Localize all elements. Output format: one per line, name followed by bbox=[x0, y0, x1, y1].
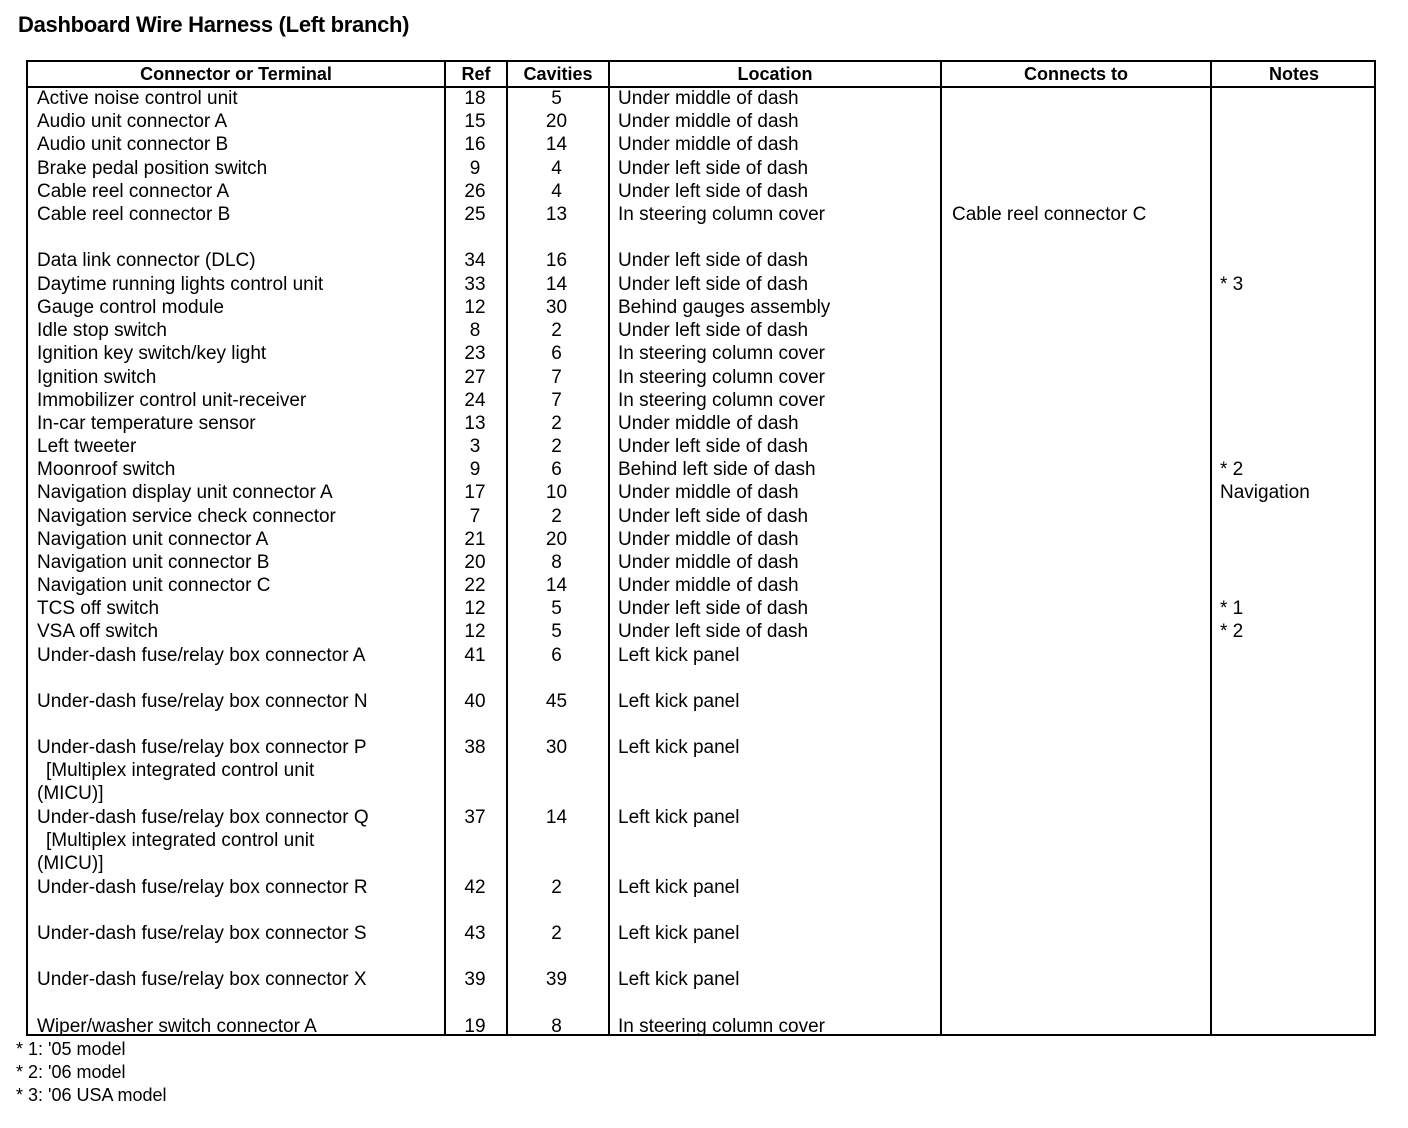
cell-location: Left kick panel bbox=[618, 969, 740, 990]
cell-connector: Idle stop switch bbox=[37, 320, 167, 341]
cell-ref: 25 bbox=[464, 204, 486, 225]
cell-ref: 15 bbox=[464, 111, 486, 132]
cell-location: Left kick panel bbox=[618, 807, 740, 828]
cell-cavities: 8 bbox=[551, 1016, 562, 1037]
cell-cavities: 6 bbox=[551, 343, 562, 364]
cell-connector: Audio unit connector A bbox=[37, 111, 228, 132]
cell-connector: Gauge control module bbox=[37, 297, 224, 318]
cell-notes: * 3 bbox=[1220, 274, 1244, 295]
cell-ref: 9 bbox=[469, 158, 481, 179]
cell-connector: Left tweeter bbox=[37, 436, 137, 457]
cell-cavities: 30 bbox=[545, 297, 568, 318]
cell-connector: VSA off switch bbox=[37, 621, 159, 642]
cell-ref: 22 bbox=[464, 575, 486, 596]
cell-ref: 41 bbox=[464, 645, 486, 666]
cell-connector: Cable reel connector A bbox=[37, 181, 230, 202]
cell-notes: Navigation bbox=[1220, 482, 1310, 503]
cell-ref: 18 bbox=[464, 88, 486, 109]
cell-location: Under left side of dash bbox=[618, 621, 809, 642]
cell-ref: 24 bbox=[464, 390, 486, 411]
cell-cavities: 8 bbox=[551, 552, 562, 573]
cell-cavities: 10 bbox=[545, 482, 568, 503]
cell-connector: Under-dash fuse/relay box connector N bbox=[37, 691, 368, 712]
cell-location: Under middle of dash bbox=[618, 575, 799, 596]
cell-connector: Under-dash fuse/relay box connector Q bbox=[37, 807, 369, 828]
cell-connector: Under-dash fuse/relay box connector P bbox=[37, 737, 367, 758]
column-divider bbox=[1210, 62, 1212, 1034]
cell-location: Under middle of dash bbox=[618, 88, 799, 109]
header-location: Location bbox=[737, 64, 813, 84]
cell-location: In steering column cover bbox=[618, 204, 825, 225]
cell-location: Under left side of dash bbox=[618, 506, 809, 527]
cell-cavities: 5 bbox=[551, 598, 562, 619]
page-title: Dashboard Wire Harness (Left branch) bbox=[18, 12, 410, 37]
cell-ref: 21 bbox=[464, 529, 486, 550]
header-notes: Notes bbox=[1268, 64, 1319, 84]
cell-location: Under left side of dash bbox=[618, 250, 809, 271]
cell-cavities: 2 bbox=[551, 506, 562, 527]
cell-ref: 37 bbox=[464, 807, 486, 828]
cell-location: Under left side of dash bbox=[618, 320, 809, 341]
cell-cavities: 4 bbox=[551, 158, 562, 179]
cell-connector: TCS off switch bbox=[37, 598, 160, 619]
cell-connector: Under-dash fuse/relay box connector S bbox=[37, 923, 367, 944]
cell-cavities: 2 bbox=[551, 877, 562, 898]
cell-ref: 38 bbox=[464, 737, 486, 758]
cell-cavities: 2 bbox=[551, 320, 562, 341]
cell-connector-subtitle: [Multiplex integrated control unit bbox=[46, 760, 315, 781]
cell-ref: 20 bbox=[464, 552, 486, 573]
cell-ref: 12 bbox=[464, 598, 486, 619]
cell-notes: * 2 bbox=[1220, 621, 1244, 642]
cell-ref: 23 bbox=[464, 343, 486, 364]
header-connector: Connector or Terminal bbox=[140, 64, 332, 84]
cell-cavities: 14 bbox=[545, 575, 568, 596]
cell-ref: 39 bbox=[464, 969, 486, 990]
cell-location: Under left side of dash bbox=[618, 181, 809, 202]
cell-location: Left kick panel bbox=[618, 645, 740, 666]
cell-cavities: 13 bbox=[545, 204, 568, 225]
header-ref: Ref bbox=[461, 64, 491, 84]
cell-ref: 3 bbox=[469, 436, 481, 457]
harness-table bbox=[26, 60, 1376, 1036]
cell-cavities: 14 bbox=[545, 807, 568, 828]
cell-cavities: 2 bbox=[551, 923, 562, 944]
cell-ref: 16 bbox=[464, 134, 486, 155]
cell-location: Under left side of dash bbox=[618, 436, 809, 457]
cell-cavities: 45 bbox=[545, 691, 568, 712]
cell-connector: Navigation unit connector C bbox=[37, 575, 271, 596]
cell-location: Left kick panel bbox=[618, 923, 740, 944]
cell-connector: Active noise control unit bbox=[37, 88, 238, 109]
cell-connects-to: Cable reel connector C bbox=[952, 204, 1147, 225]
cell-notes: * 1 bbox=[1220, 598, 1244, 619]
cell-connector-subtitle: (MICU)] bbox=[37, 783, 104, 804]
cell-connector: In-car temperature sensor bbox=[37, 413, 256, 434]
cell-ref: 9 bbox=[469, 459, 481, 480]
footnotes bbox=[16, 1038, 167, 1107]
cell-cavities: 14 bbox=[545, 274, 568, 295]
cell-location: Under middle of dash bbox=[618, 482, 799, 503]
cell-cavities: 4 bbox=[551, 181, 562, 202]
cell-ref: 8 bbox=[469, 320, 481, 341]
cell-ref: 42 bbox=[464, 877, 486, 898]
cell-ref: 12 bbox=[464, 621, 486, 642]
cell-ref: 34 bbox=[464, 250, 486, 271]
cell-cavities: 5 bbox=[551, 621, 562, 642]
cell-connector-subtitle: [Multiplex integrated control unit bbox=[46, 830, 315, 851]
cell-connector: Cable reel connector B bbox=[37, 204, 231, 225]
column-divider bbox=[608, 62, 610, 1034]
cell-connector-subtitle: (MICU)] bbox=[37, 853, 104, 874]
cell-cavities: 2 bbox=[551, 413, 562, 434]
cell-location: Under middle of dash bbox=[618, 413, 799, 434]
cell-connector: Navigation unit connector A bbox=[37, 529, 269, 550]
cell-connector: Navigation display unit connector A bbox=[37, 482, 333, 503]
cell-ref: 27 bbox=[464, 367, 486, 388]
cell-cavities: 7 bbox=[551, 367, 562, 388]
column-divider bbox=[940, 62, 942, 1034]
cell-cavities: 2 bbox=[551, 436, 562, 457]
cell-connector: Navigation unit connector B bbox=[37, 552, 270, 573]
cell-location: Left kick panel bbox=[618, 691, 740, 712]
cell-ref: 12 bbox=[464, 297, 486, 318]
footnote: * 1: '05 model bbox=[16, 1039, 126, 1059]
cell-ref: 43 bbox=[464, 923, 486, 944]
footnote: * 3: '06 USA model bbox=[16, 1085, 167, 1105]
cell-location: In steering column cover bbox=[618, 1016, 825, 1037]
cell-connector: Ignition switch bbox=[37, 367, 157, 388]
cell-location: Behind gauges assembly bbox=[618, 297, 831, 318]
cell-cavities: 5 bbox=[551, 88, 562, 109]
cell-location: Under left side of dash bbox=[618, 274, 809, 295]
cell-notes: * 2 bbox=[1220, 459, 1244, 480]
cell-cavities: 6 bbox=[551, 645, 562, 666]
cell-location: Under middle of dash bbox=[618, 552, 799, 573]
cell-location: In steering column cover bbox=[618, 367, 825, 388]
cell-cavities: 20 bbox=[545, 529, 568, 550]
cell-ref: 13 bbox=[464, 413, 486, 434]
cell-connector: Moonroof switch bbox=[37, 459, 176, 480]
cell-ref: 17 bbox=[464, 482, 486, 503]
cell-location: Under middle of dash bbox=[618, 111, 799, 132]
cell-ref: 26 bbox=[464, 181, 486, 202]
cell-ref: 40 bbox=[464, 691, 486, 712]
cell-connector: Brake pedal position switch bbox=[37, 158, 268, 179]
cell-location: Under middle of dash bbox=[618, 529, 799, 550]
header-connects-to: Connects to bbox=[1023, 64, 1128, 84]
footnote: * 2: '06 model bbox=[16, 1062, 126, 1082]
cell-connector: Ignition key switch/key light bbox=[37, 343, 267, 364]
cell-location: Behind left side of dash bbox=[618, 459, 816, 480]
cell-connector: Data link connector (DLC) bbox=[37, 250, 256, 271]
cell-location: Left kick panel bbox=[618, 877, 740, 898]
cell-location: Under middle of dash bbox=[618, 134, 799, 155]
cell-cavities: 6 bbox=[551, 459, 562, 480]
cell-cavities: 14 bbox=[545, 134, 568, 155]
cell-connector: Under-dash fuse/relay box connector A bbox=[37, 645, 366, 666]
cell-location: Under left side of dash bbox=[618, 598, 809, 619]
cell-connector: Navigation service check connector bbox=[37, 506, 336, 527]
cell-connector: Wiper/washer switch connector A bbox=[37, 1016, 317, 1037]
cell-connector: Audio unit connector B bbox=[37, 134, 229, 155]
cell-cavities: 16 bbox=[545, 250, 568, 271]
cell-connector: Daytime running lights control unit bbox=[37, 274, 324, 295]
cell-connector: Under-dash fuse/relay box connector R bbox=[37, 877, 368, 898]
cell-cavities: 39 bbox=[545, 969, 568, 990]
cell-connector: Immobilizer control unit-receiver bbox=[37, 390, 307, 411]
cell-cavities: 20 bbox=[545, 111, 568, 132]
cell-ref: 33 bbox=[464, 274, 486, 295]
cell-ref: 19 bbox=[464, 1016, 486, 1037]
cell-ref: 7 bbox=[469, 506, 481, 527]
cell-cavities: 30 bbox=[545, 737, 568, 758]
cell-connector: Under-dash fuse/relay box connector X bbox=[37, 969, 367, 990]
cell-location: In steering column cover bbox=[618, 390, 825, 411]
cell-location: In steering column cover bbox=[618, 343, 825, 364]
cell-location: Left kick panel bbox=[618, 737, 740, 758]
cell-location: Under left side of dash bbox=[618, 158, 809, 179]
header-cavities: Cavities bbox=[523, 64, 593, 84]
cell-cavities: 7 bbox=[551, 390, 562, 411]
